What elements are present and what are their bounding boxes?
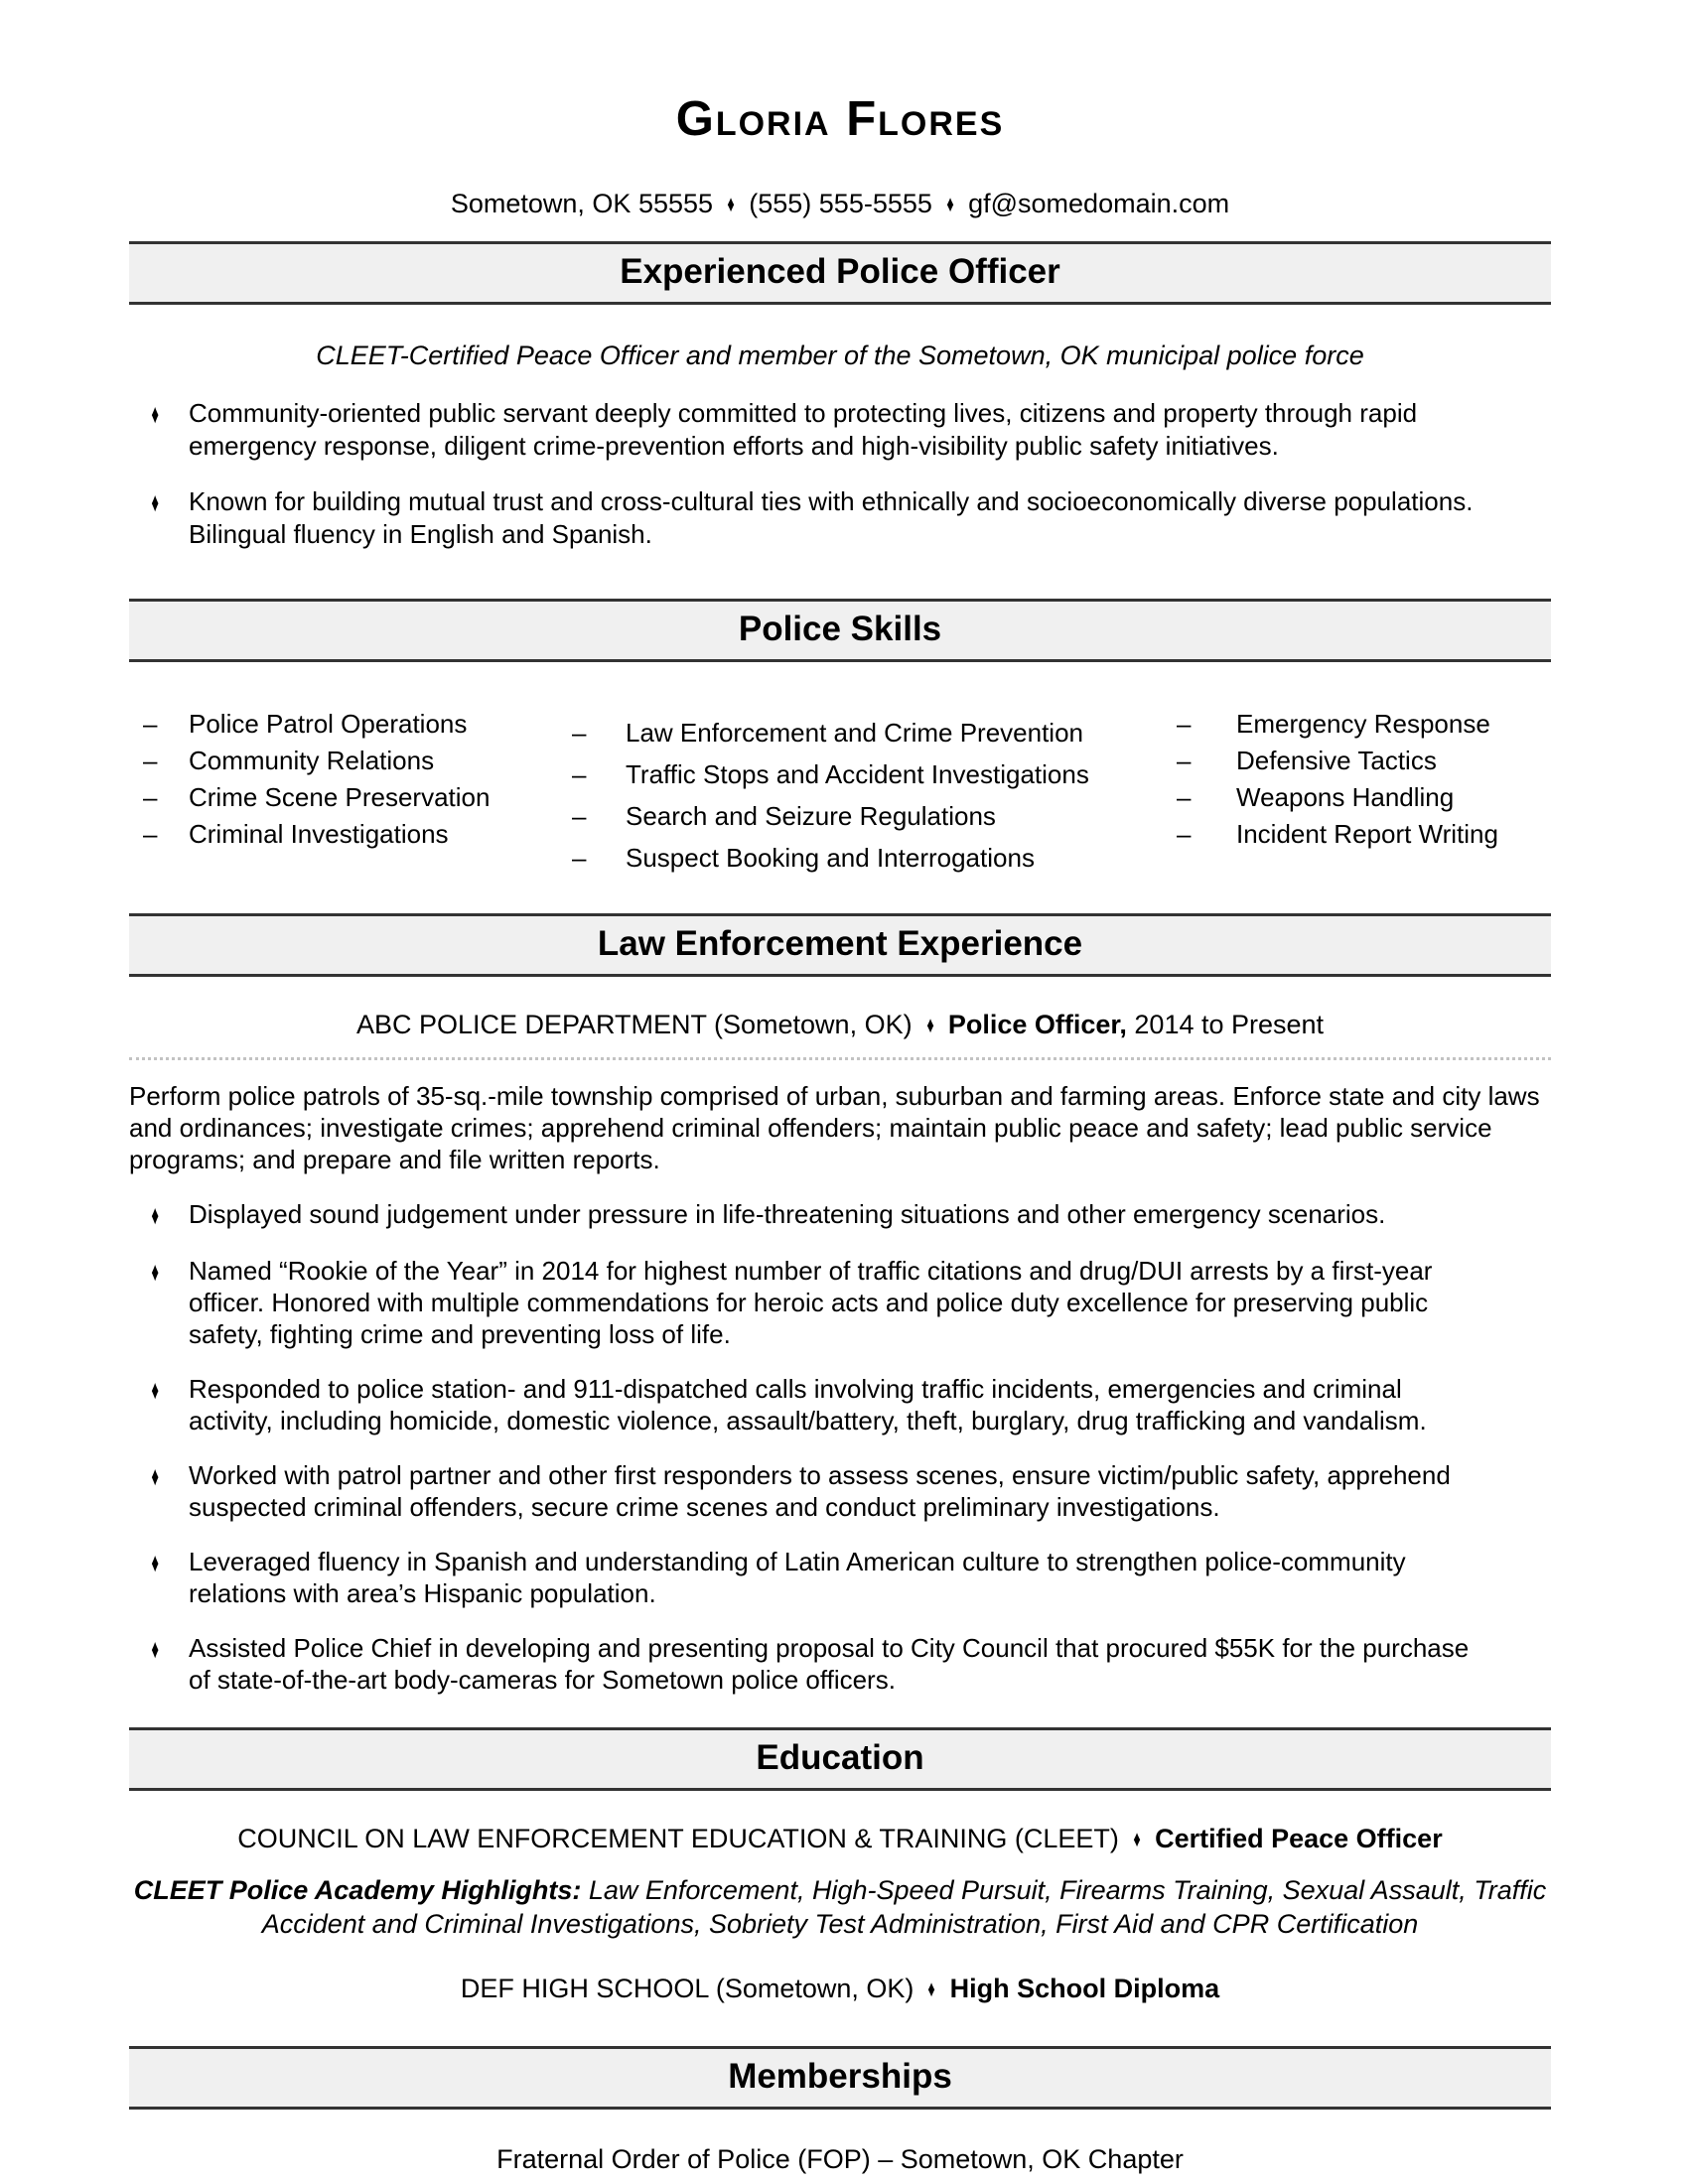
skill-item xyxy=(1177,816,1551,853)
diamond-bullet-icon: ♦ xyxy=(151,1461,159,1492)
diamond-separator-icon: ♦ xyxy=(946,192,954,217)
skill-item xyxy=(1177,706,1551,743)
diamond-bullet-icon: ♦ xyxy=(151,1200,159,1231)
role-text: Police Officer, xyxy=(947,1010,1127,1039)
highlights-label: CLEET Police Academy Highlights: xyxy=(133,1875,582,1905)
dash-bullet-icon: – xyxy=(143,782,158,812)
credential-text: Certified Peace Officer xyxy=(1155,1824,1443,1853)
education-entry-cleet xyxy=(129,1824,1551,1854)
skill-label: Defensive Tactics xyxy=(1236,746,1437,775)
skill-item xyxy=(129,743,566,779)
highlights-text: Law Enforcement, High-Speed Pursuit, Firearms Training, Sexual Assault, Traffic Accident and Criminal Investigations, Sobriety Test Administration, First Aid and CPR Certification xyxy=(261,1875,1547,1939)
experience-bullet xyxy=(129,1373,1551,1436)
skill-label: Incident Report Writing xyxy=(1236,819,1498,849)
diamond-separator-icon: ♦ xyxy=(926,1013,934,1038)
profile-bullet xyxy=(129,485,1551,551)
page-title: Gloria Flores xyxy=(675,92,1005,146)
experience-bullet-list xyxy=(129,1198,1551,1696)
experience-bullet xyxy=(129,1459,1551,1523)
profile-tagline: CLEET-Certified Peace Officer and member of the Sometown, OK municipal police force xyxy=(316,341,1364,370)
diamond-separator-icon: ♦ xyxy=(727,192,735,217)
skill-label: Suspect Booking and Interrogations xyxy=(626,843,1035,873)
section-header-education: Education xyxy=(129,1727,1551,1791)
experience-bullet-text: Leveraged fluency in Spanish and understanding of Latin American culture to strengthen police-community relations with area’s Hispanic population. xyxy=(189,1547,1406,1608)
skill-item xyxy=(566,795,1177,837)
dotted-divider xyxy=(129,1057,1551,1060)
profile-bullet-text: Known for building mutual trust and cross-cultural ties with ethnically and socioeconomically diverse populations. Bilingual fluency in English and Spanish. xyxy=(189,486,1474,549)
diamond-bullet-icon: ♦ xyxy=(151,1634,159,1665)
skills-column-1 xyxy=(129,706,566,879)
dash-bullet-icon: – xyxy=(572,801,587,831)
skill-item xyxy=(566,753,1177,795)
experience-bullet xyxy=(129,1255,1551,1350)
skill-label: Crime Scene Preservation xyxy=(189,782,491,812)
skill-item xyxy=(1177,779,1551,816)
section-header-profile: Experienced Police Officer xyxy=(129,241,1551,305)
diamond-separator-icon: ♦ xyxy=(1133,1827,1141,1852)
contact-line xyxy=(129,189,1551,219)
skill-label: Community Relations xyxy=(189,746,435,775)
institution-text: COUNCIL ON LAW ENFORCEMENT EDUCATION & TRAINING (CLEET) xyxy=(237,1824,1119,1853)
skill-item xyxy=(566,712,1177,753)
experience-bullet-text: Displayed sound judgement under pressure in life-threatening situations and other emergency scenarios. xyxy=(189,1199,1386,1229)
experience-bullet xyxy=(129,1546,1551,1609)
education-highlights xyxy=(129,1873,1551,1941)
school-text: DEF HIGH SCHOOL (Sometown, OK) xyxy=(460,1974,914,2003)
skill-item xyxy=(129,706,566,743)
skill-label: Criminal Investigations xyxy=(189,819,449,849)
skill-item xyxy=(566,837,1177,879)
skill-label: Law Enforcement and Crime Prevention xyxy=(626,718,1084,748)
location-text: Sometown, OK 55555 xyxy=(450,189,714,218)
experience-entry-heading xyxy=(129,1010,1551,1040)
skill-label: Search and Seizure Regulations xyxy=(626,801,996,831)
skill-item xyxy=(129,779,566,816)
section-header-memberships: Memberships xyxy=(129,2046,1551,2110)
dash-bullet-icon: – xyxy=(1177,819,1192,849)
skills-column-3 xyxy=(1177,706,1551,879)
phone-text: (555) 555-5555 xyxy=(749,189,932,218)
skills-columns xyxy=(129,706,1551,879)
education-entry-school xyxy=(129,1974,1551,2004)
dash-bullet-icon: – xyxy=(143,819,158,849)
dash-bullet-icon: – xyxy=(1177,746,1192,775)
dash-bullet-icon: – xyxy=(572,718,587,748)
membership-list xyxy=(129,2144,1551,2175)
dates-text: 2014 to Present xyxy=(1134,1010,1325,1039)
email-text: gf@somedomain.com xyxy=(968,189,1230,218)
dash-bullet-icon: – xyxy=(1177,709,1192,739)
profile-bullet-text: Community-oriented public servant deeply committed to protecting lives, citizens and property through rapid emergency response, diligent crime-prevention efforts and high-visibility public safety initiatives. xyxy=(189,398,1418,461)
diamond-separator-icon: ♦ xyxy=(927,1977,936,2002)
section-header-skills: Police Skills xyxy=(129,599,1551,662)
skill-item xyxy=(1177,743,1551,779)
membership-item-text: Fraternal Order of Police (FOP) – Sometown, OK Chapter xyxy=(496,2144,1184,2174)
school-credential-text: High School Diploma xyxy=(949,1974,1220,2003)
skill-label: Police Patrol Operations xyxy=(189,709,468,739)
experience-bullet-text: Worked with patrol partner and other first responders to assess scenes, ensure victim/public safety, apprehend suspected criminal offenders, secure crime scenes and conduct preliminary investigations. xyxy=(189,1460,1451,1522)
experience-bullet xyxy=(129,1198,1551,1232)
profile-bullet-list xyxy=(129,397,1551,551)
experience-bullet xyxy=(129,1632,1551,1696)
employer-text: ABC POLICE DEPARTMENT (Sometown, OK) xyxy=(355,1010,913,1039)
experience-bullet-text: Responded to police station- and 911-dispatched calls involving traffic incidents, emergencies and criminal activity, including homicide, domestic violence, assault/battery, theft, burglary, drug trafficking and vandalism. xyxy=(189,1374,1427,1435)
skill-item xyxy=(129,816,566,853)
skills-column-2 xyxy=(566,706,1177,879)
section-header-experience: Law Enforcement Experience xyxy=(129,913,1551,977)
skill-label: Emergency Response xyxy=(1236,709,1490,739)
dash-bullet-icon: – xyxy=(1177,782,1192,812)
skill-label: Traffic Stops and Accident Investigations xyxy=(626,759,1089,789)
diamond-bullet-icon: ♦ xyxy=(151,487,159,518)
experience-bullet-text: Named “Rookie of the Year” in 2014 for highest number of traffic citations and drug/DUI arrests by a first-year officer. Honored with multiple commendations for heroic acts and police duty excellence for preserving public safety, fighting crime and preventing loss of life. xyxy=(189,1256,1433,1349)
dash-bullet-icon: – xyxy=(572,843,587,873)
experience-summary: Perform police patrols of 35-sq.-mile township comprised of urban, suburban and farming areas. Enforce state and city laws and ordinances; investigate crimes; apprehend criminal offenders; maintain public peace and safety; lead public service programs; and prepare and file written reports. xyxy=(129,1081,1540,1174)
dash-bullet-icon: – xyxy=(143,746,158,775)
diamond-bullet-icon: ♦ xyxy=(151,1548,159,1578)
profile-bullet xyxy=(129,397,1551,463)
diamond-bullet-icon: ♦ xyxy=(151,1257,159,1288)
diamond-bullet-icon: ♦ xyxy=(151,1375,159,1406)
dash-bullet-icon: – xyxy=(143,709,158,739)
diamond-bullet-icon: ♦ xyxy=(151,399,159,430)
dash-bullet-icon: – xyxy=(572,759,587,789)
skill-label: Weapons Handling xyxy=(1236,782,1455,812)
experience-bullet-text: Assisted Police Chief in developing and presenting proposal to City Council that procured $55K for the purchase of state-of-the-art body-cameras for Sometown police officers. xyxy=(189,1633,1470,1695)
